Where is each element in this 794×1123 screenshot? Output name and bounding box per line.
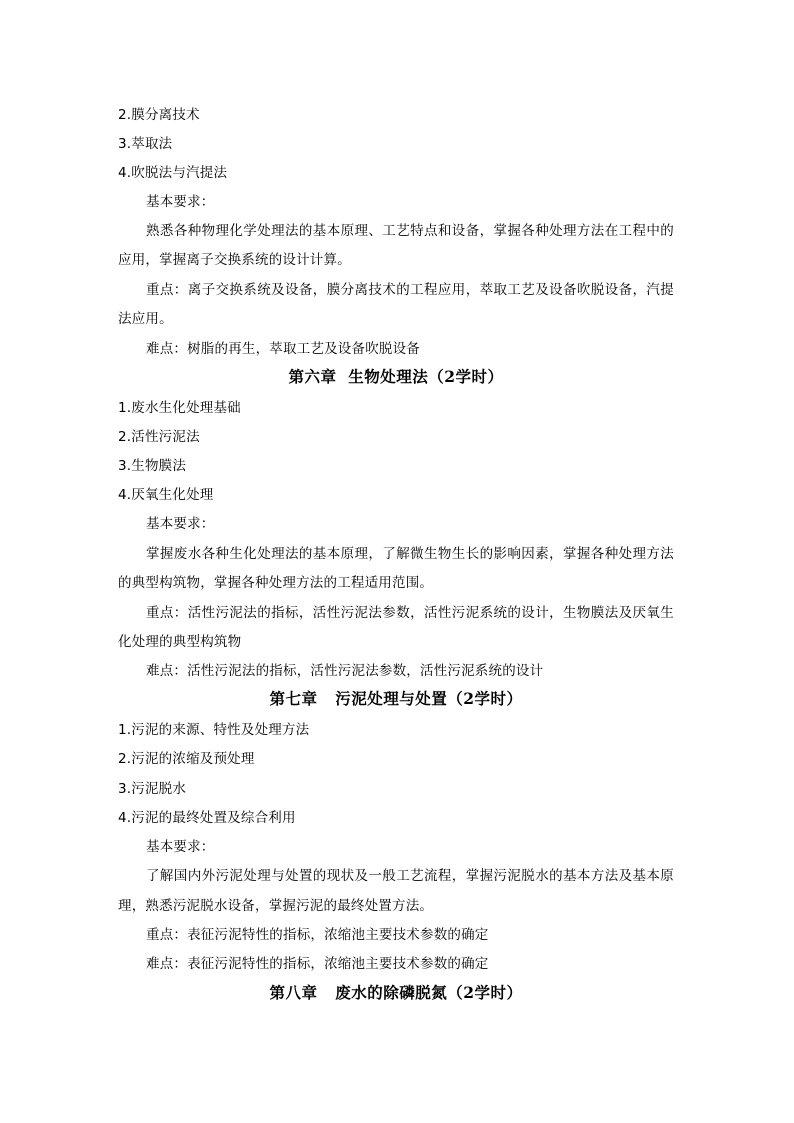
chapter-8-title: 第八章 废水的除磷脱氮（2学时） (269, 983, 523, 1002)
list-item: 2.污泥的浓缩及预处理 (118, 751, 255, 767)
requirements-text-line2: 应用，掌握离子交换系统的设计计算。 (118, 252, 351, 268)
list-item: 1.废水生化处理基础 (118, 400, 241, 416)
difficult-points: 难点：树脂的再生，萃取工艺及设备吹脱设备 (146, 341, 420, 357)
requirements-text-line1: 掌握废水各种生化处理法的基本原理，了解微生物生长的影响因素，掌握各种处理方法 (146, 546, 674, 562)
chapter-6-title: 第六章 生物处理法（2学时） (288, 367, 504, 386)
difficult-points: 难点：表征污泥特性的指标，浓缩池主要技术参数的确定 (146, 956, 489, 972)
list-item: 4.污泥的最终处置及综合利用 (118, 810, 296, 826)
chapter-7-title: 第七章 污泥处理与处置（2学时） (269, 689, 523, 708)
list-item: 2.膜分离技术 (118, 107, 200, 123)
requirements-text-line1: 了解国内外污泥处理与处置的现状及一般工艺流程，掌握污泥脱水的基本方法及基本原 (146, 868, 674, 884)
difficult-points: 难点：活性污泥法的指标，活性污泥法参数，活性污泥系统的设计 (146, 663, 544, 679)
list-item: 3.生物膜法 (118, 458, 187, 474)
list-item: 3.污泥脱水 (118, 781, 187, 797)
requirements-label: 基本要求： (146, 839, 215, 855)
key-points-line1: 重点：离子交换系统及设备，膜分离技术的工程应用，萃取工艺及设备吹脱设备，汽提 (146, 282, 674, 298)
list-item: 3.萃取法 (118, 136, 173, 152)
requirements-text-line2: 的典型构筑物，掌握各种处理方法的工程适用范围。 (118, 575, 434, 591)
requirements-label: 基本要求： (146, 194, 215, 210)
list-item: 4.吹脱法与汽提法 (118, 165, 228, 181)
list-item: 4.厌氧生化处理 (118, 487, 214, 503)
key-points: 重点：表征污泥特性的指标，浓缩池主要技术参数的确定 (146, 927, 489, 943)
requirements-text-line2: 理，熟悉污泥脱水设备，掌握污泥的最终处置方法。 (118, 898, 434, 914)
list-item: 1.污泥的来源、特性及处理方法 (118, 722, 310, 738)
key-points-line2: 法应用。 (118, 311, 173, 327)
requirements-text-line1: 熟悉各种物理化学处理法的基本原理、工艺特点和设备，掌握各种处理方法在工程中的 (146, 223, 674, 239)
list-item: 2.活性污泥法 (118, 429, 200, 445)
key-points-line1: 重点：活性污泥法的指标，活性污泥法参数，活性污泥系统的设计，生物膜法及厌氧生 (146, 605, 674, 621)
requirements-label: 基本要求： (146, 516, 215, 532)
key-points-line2: 化处理的典型构筑物 (118, 634, 242, 650)
